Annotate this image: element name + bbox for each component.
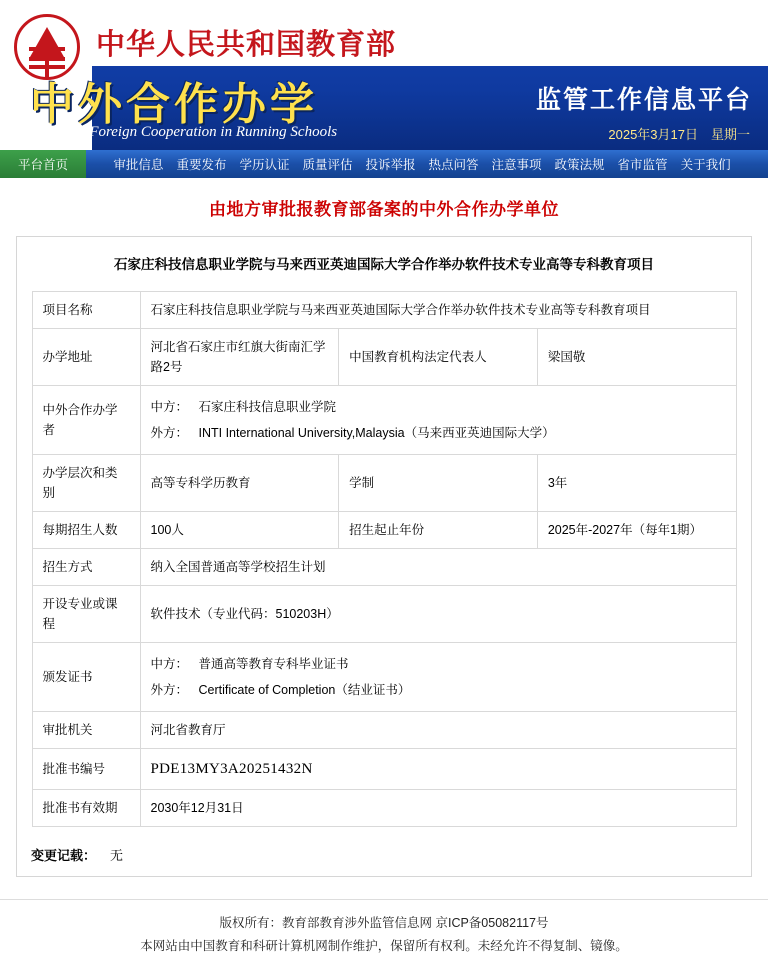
- footer-notice: 本网站由中国教育和科研计算机网制作维护，保留所有权利。未经允许不得复制、镜像。: [140, 939, 628, 954]
- cert-cn-key: 中方：: [150, 657, 189, 672]
- table-row: [32, 643, 736, 712]
- table-row: [32, 512, 736, 549]
- nav-item-quality-assessment[interactable]: 质量评估: [302, 158, 353, 172]
- cell-value-certificates: [140, 643, 736, 712]
- site-footer: [0, 899, 768, 972]
- table-row: [32, 386, 736, 455]
- detail-card: [16, 236, 752, 877]
- cell-value-enroll-method: 纳入全国普通高等学校招生计划: [140, 549, 736, 586]
- cert-fr-value: Certificate of Completion（结业证书）: [198, 683, 411, 698]
- nav-item-policies[interactable]: 政策法规: [554, 158, 605, 172]
- table-row: [32, 292, 736, 329]
- change-record-value: 无: [110, 848, 124, 864]
- table-row: [32, 549, 736, 586]
- table-row: [32, 329, 736, 386]
- cell-value-approval-no: PDE13MY3A20251432N: [140, 749, 736, 790]
- cell-label-certificates: 颁发证书: [32, 643, 140, 712]
- cell-value-partners: [140, 386, 736, 455]
- cert-fr-row: [151, 677, 726, 703]
- partner-fr-key: 外方：: [150, 426, 189, 441]
- cell-label-project-name: 项目名称: [32, 292, 140, 329]
- nav-item-about-us[interactable]: 关于我们: [680, 158, 731, 172]
- banner-date: 2025年3月17日 星期一: [608, 127, 750, 142]
- cell-value-project-name: 石家庄科技信息职业学院与马来西亚英迪国际大学合作举办软件技术专业高等专科教育项目: [140, 292, 736, 329]
- cell-label-enroll-method: 招生方式: [32, 549, 140, 586]
- cell-label-partners: 中外合作办学者: [32, 386, 140, 455]
- nav-item-notices[interactable]: 注意事项: [491, 158, 542, 172]
- cell-value-level: 高等专科学历教育: [140, 455, 339, 512]
- footer-copyright: 版权所有：教育部教育涉外监管信息网 京ICP备05082117号: [219, 916, 549, 931]
- nav-item-important-releases[interactable]: 重要发布: [176, 158, 227, 172]
- page-title: 由地方审批报教育部备案的中外合作办学单位: [209, 200, 559, 219]
- site-banner: [0, 0, 768, 150]
- nav-item-approval-info[interactable]: 审批信息: [113, 158, 164, 172]
- cell-value-major: 软件技术（专业代码：510203H）: [140, 586, 736, 643]
- platform-title: 监管工作信息平台: [535, 86, 752, 114]
- project-info-table: [32, 291, 737, 827]
- cell-value-enroll-count: 100人: [140, 512, 339, 549]
- nav-item-list[interactable]: [86, 150, 768, 178]
- partner-cn-key: 中方：: [150, 400, 189, 415]
- cell-label-valid-until: 批准书有效期: [32, 790, 140, 827]
- table-row: [32, 749, 736, 790]
- cell-value-duration: 3年: [537, 455, 736, 512]
- emblem-stem: [45, 31, 49, 79]
- cell-label-legal-rep: 中国教育机构法定代表人: [339, 329, 538, 386]
- cell-value-address: 河北省石家庄市红旗大街南汇学路2号: [140, 329, 339, 386]
- cell-label-address: 办学地址: [32, 329, 140, 386]
- cell-label-level: 办学层次和类别: [32, 455, 140, 512]
- change-record: [31, 845, 751, 864]
- cell-value-authority: 河北省教育厅: [140, 712, 736, 749]
- cell-value-enroll-years: 2025年-2027年（每年1期）: [537, 512, 736, 549]
- project-title: 石家庄科技信息职业学院与马来西亚英迪国际大学合作举办软件技术专业高等专科教育项目: [114, 257, 654, 272]
- nav-item-home[interactable]: 平台首页: [0, 150, 86, 178]
- ministry-title: 中华人民共和国教育部: [96, 29, 397, 61]
- cell-label-authority: 审批机关: [32, 712, 140, 749]
- nav-item-faq[interactable]: 热点问答: [428, 158, 479, 172]
- nav-item-provincial-supervision[interactable]: 省市监管: [617, 158, 668, 172]
- cell-label-approval-no: 批准书编号: [32, 749, 140, 790]
- change-record-label: 变更记载：: [31, 848, 97, 864]
- nav-item-complaints[interactable]: 投诉举报: [365, 158, 416, 172]
- partner-fr-value: INTI International University,Malaysia（马来西亚英迪国际大学）: [198, 426, 555, 441]
- cell-value-valid-until: 2030年12月31日: [140, 790, 736, 827]
- site-logo-cn: 中外合作办学: [30, 80, 318, 129]
- cert-fr-key: 外方：: [150, 683, 189, 698]
- cell-label-duration: 学制: [339, 455, 538, 512]
- cell-label-enroll-count: 每期招生人数: [32, 512, 140, 549]
- table-row: [32, 455, 736, 512]
- cell-label-enroll-years: 招生起止年份: [339, 512, 538, 549]
- partner-fr-row: [151, 420, 726, 446]
- nav-item-degree-verification[interactable]: 学历认证: [239, 158, 290, 172]
- table-row: [32, 790, 736, 827]
- site-logo-en: Chinese-Foreign Cooperation in Running Schools: [36, 124, 338, 140]
- cell-label-major: 开设专业或课程: [32, 586, 140, 643]
- cert-cn-value: 普通高等教育专科毕业证书: [198, 657, 349, 672]
- cell-value-legal-rep: 梁国敬: [537, 329, 736, 386]
- partner-cn-row: [151, 394, 726, 420]
- partner-cn-value: 石家庄科技信息职业学院: [198, 400, 337, 415]
- table-row: [32, 712, 736, 749]
- main-navigation[interactable]: [0, 150, 768, 178]
- table-row: [32, 586, 736, 643]
- cert-cn-row: [151, 651, 726, 677]
